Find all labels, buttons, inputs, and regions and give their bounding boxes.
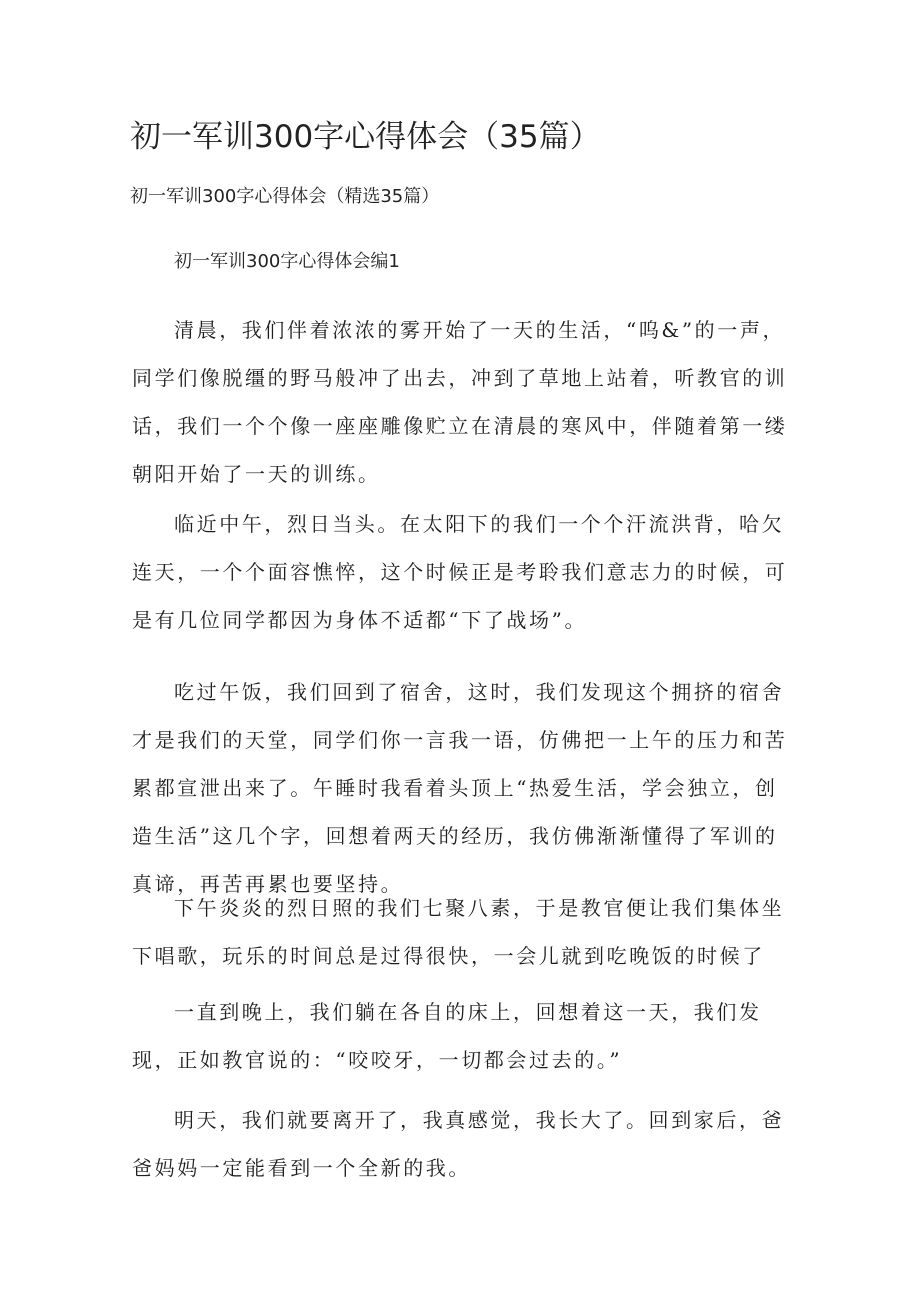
document-subtitle: 初一军训300字心得体会（精选35篇） (130, 186, 440, 207)
section-heading: 初一军训300字心得体会编1 (174, 251, 400, 272)
paragraph: 下午炎炎的烈日照的我们七聚八素，于是教官便让我们集体坐下唱歌，玩乐的时间总是过得很快，一会儿就到吃晚饭的时候了 (132, 896, 785, 968)
document-title: 初一军训300字心得体会（35篇） (130, 119, 601, 155)
paragraph: 一直到晚上，我们躺在各自的床上，回想着这一天，我们发现，正如教官说的：“咬咬牙，一切都会过去的。” (132, 1000, 762, 1072)
paragraph: 临近中午，烈日当头。在太阳下的我们一个个汗流洪背，哈欠连天，一个个面容憔悴，这个时候正是考聆我们意志力的时候，可是有几位同学都因为身体不适都“下了战场”。 (132, 512, 788, 632)
paragraph: 吃过午饭，我们回到了宿舍，这时，我们发现这个拥挤的宿舍才是我们的天堂，同学们你一言我一语，仿佛把一上午的压力和苦累都宣泄出来了。午睡时我看着头顶上“热爱生活，学会独立，创造生活”这几个字，回想着两天的经历，我仿佛渐渐懂得了军训的真谛，再苦再累也要坚持。 (132, 680, 788, 896)
paragraph: 清晨，我们伴着浓浓的雾开始了一天的生活，“呜&”的一声，同学们像脱缰的野马般冲了出去，冲到了草地上站着，听教官的训话，我们一个个像一座座雕像贮立在清晨的寒风中，伴随着第一缕朝阳开始了一天的训练。 (132, 318, 788, 486)
paragraph: 明天，我们就要离开了，我真感觉，我长大了。回到家后，爸爸妈妈一定能看到一个全新的我。 (132, 1108, 785, 1180)
